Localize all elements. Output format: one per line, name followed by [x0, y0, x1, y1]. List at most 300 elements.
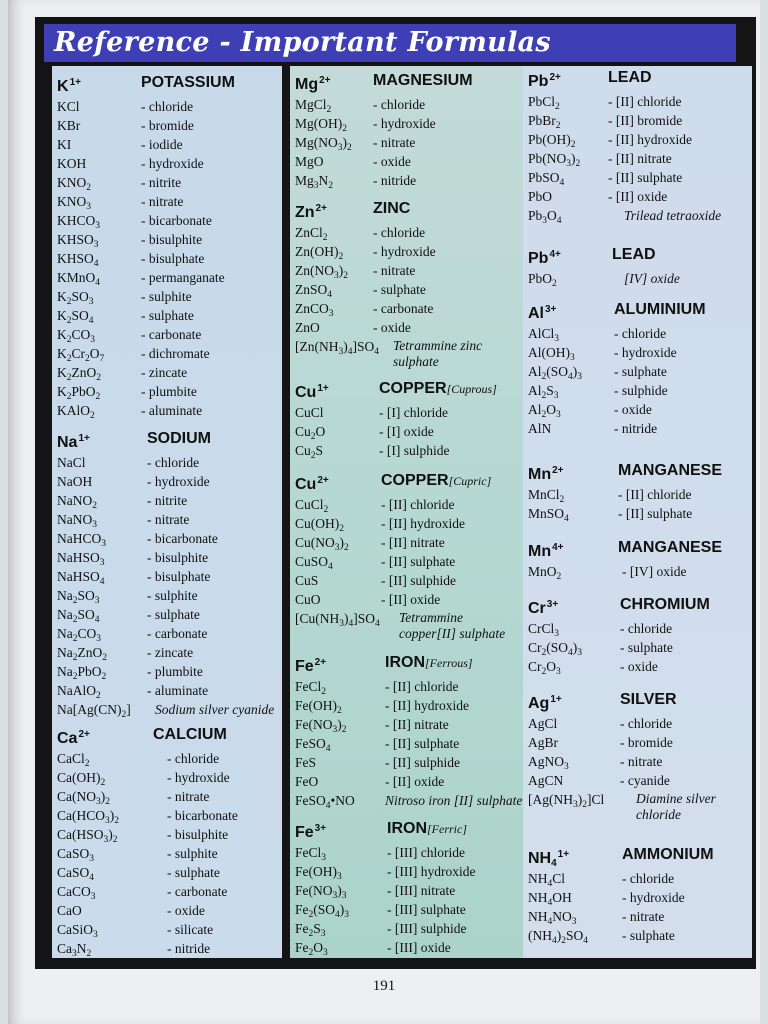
compound-name: - zincate	[147, 645, 194, 660]
compound-row	[57, 344, 282, 363]
ion-charge: 3+	[546, 599, 559, 610]
compound-formula: KAlO$_2$	[57, 403, 95, 421]
compound-formula: KBr	[57, 118, 81, 133]
ion-symbol: $Ag^{1+}$	[528, 694, 562, 712]
compound-name: - chloride	[147, 455, 200, 470]
ion-charge: 2+	[317, 475, 329, 486]
compound-row	[295, 337, 523, 375]
element-name: MANGANESE	[618, 462, 723, 479]
compound-formula: $Al_2S_3$	[528, 383, 559, 401]
compound-row	[528, 771, 752, 790]
compound-row	[57, 306, 282, 325]
compound-row	[295, 734, 523, 753]
compound-formula: AgCN	[528, 773, 564, 788]
compound-row	[528, 888, 752, 907]
compound-name: - sulphate	[620, 640, 673, 655]
compound-row	[295, 441, 523, 460]
compound-formula: CaSO$_4$	[57, 865, 95, 883]
ion-charge: 4+	[552, 542, 564, 553]
compound-name: [IV] oxide	[624, 271, 680, 286]
compound-name: - sulphite	[167, 846, 218, 861]
compound-name: - nitride	[167, 941, 211, 956]
compound-formula: $NH_4OH$	[528, 890, 572, 908]
compound-row	[57, 382, 282, 401]
compound-formula: $KHCO_3$	[57, 213, 101, 231]
compound-list	[295, 495, 523, 647]
compound-name: - nitrate	[141, 194, 184, 209]
element-name: SODIUM	[147, 430, 211, 447]
compound-row	[57, 787, 282, 806]
compound-formula: KOH	[57, 156, 87, 171]
compound-row	[57, 882, 282, 901]
compound-row	[57, 173, 282, 192]
element-name: IRON[Ferric]	[387, 820, 467, 837]
compound-row	[57, 586, 282, 605]
compound-row	[295, 299, 523, 318]
compound-formula: CuCl	[295, 405, 324, 420]
compound-list	[57, 97, 282, 420]
compound-formula: KMnO$_4$	[57, 270, 101, 288]
compound-name: - [IV] oxide	[622, 564, 687, 579]
compound-formula: MnCl$_2$	[528, 487, 565, 505]
compound-name: - iodide	[141, 137, 183, 152]
ion-symbol: $Fe^{2+}$	[295, 657, 327, 675]
compound-name: Trilead tetraoxide	[624, 208, 722, 223]
element-name: LEAD	[608, 69, 652, 86]
compound-name: - chloride	[141, 99, 194, 114]
compound-name: - sulphate	[622, 928, 675, 943]
page-title: Reference - Important Formulas	[44, 24, 736, 62]
compound-name: Tetrammine zinc sulphate	[393, 338, 483, 369]
compound-row	[57, 806, 282, 825]
compound-name: - [III] oxide	[387, 940, 451, 955]
compound-row	[57, 844, 282, 863]
element-name: ALUMINIUM	[614, 301, 706, 318]
compound-row	[57, 192, 282, 211]
compound-row	[528, 790, 752, 828]
compound-name: - [III] chloride	[387, 845, 465, 860]
ion-charge: 2+	[78, 729, 90, 740]
compound-row	[528, 869, 752, 888]
compound-formula: FeSO$_4$	[295, 736, 331, 754]
compound-name: Sodium silver cyanide	[155, 702, 275, 717]
compound-formula: $K_2Cr_2O_7$	[57, 346, 105, 364]
section-header	[57, 72, 282, 94]
section-header	[57, 428, 282, 450]
compound-row	[57, 453, 282, 472]
compound-formula: $KHSO_3$	[57, 232, 99, 250]
compound-formula: FeO	[295, 774, 319, 789]
ion-symbol: $Na^{1+}$	[57, 433, 90, 451]
ion-charge: 2+	[552, 465, 564, 476]
compound-row	[528, 168, 752, 187]
element-note: [Ferric]	[427, 822, 467, 836]
compound-name: - [III] hydroxide	[387, 864, 476, 879]
compound-row	[57, 325, 282, 344]
compound-row	[57, 901, 282, 920]
compound-row	[295, 843, 523, 862]
compound-name: - [I] oxide	[379, 424, 434, 439]
compound-formula: $Pb_3O_4$	[528, 208, 562, 226]
compound-name: - [III] nitrate	[387, 883, 456, 898]
element-note: [Cupric]	[448, 474, 492, 488]
compound-name: - carbonate	[147, 626, 208, 641]
compound-formula: $K_2SO_4$	[57, 308, 94, 326]
compound-row	[528, 714, 752, 733]
ion-charge: 2+	[315, 203, 327, 214]
compound-row	[528, 269, 752, 288]
compound-name: - hydroxide	[373, 244, 436, 259]
compound-row	[528, 485, 752, 504]
compound-list	[528, 619, 752, 676]
compound-name: - [III] sulphide	[387, 921, 467, 936]
ion-charge: 4+	[549, 249, 561, 260]
compound-formula: $Al_2O_3$	[528, 402, 561, 420]
compound-formula: FeSO$_4$•NO	[295, 793, 355, 811]
element-name: COPPER[Cuprous]	[379, 380, 497, 397]
compound-name: - oxide	[373, 154, 411, 169]
compound-formula: CuS	[295, 573, 319, 588]
compound-row	[295, 152, 523, 171]
compound-name: Diamine silver chloride	[636, 791, 716, 822]
compound-formula: $Ca(OH)_2$	[57, 770, 106, 788]
compound-formula: PbO$_2$	[528, 271, 557, 289]
compound-name: - oxide	[167, 903, 205, 918]
compound-row	[57, 700, 282, 719]
compound-row	[528, 504, 752, 523]
compound-name: - carbonate	[141, 327, 202, 342]
compound-formula: $Fe(OH)_3$	[295, 864, 342, 882]
compound-formula: $Fe(NO_3)_2$	[295, 717, 347, 735]
compound-row	[295, 495, 523, 514]
element-name: COPPER[Cupric]	[381, 472, 492, 489]
compound-name: - plumbite	[147, 664, 203, 679]
compound-name: - nitrate	[622, 909, 665, 924]
compound-name: - bromide	[141, 118, 194, 133]
compound-name: - [I] chloride	[379, 405, 448, 420]
compound-formula: $Fe_2S_3$	[295, 921, 326, 939]
compound-formula: $Al(OH)_3$	[528, 345, 575, 363]
compound-name: - [II] oxide	[381, 592, 441, 607]
compound-row	[295, 715, 523, 734]
compound-name: - sulphate	[167, 865, 220, 880]
element-name: CALCIUM	[153, 726, 227, 743]
compound-name: - nitrate	[167, 789, 210, 804]
compound-row	[57, 363, 282, 382]
element-name: AMMONIUM	[622, 846, 714, 863]
compound-formula: CuSO$_4$	[295, 554, 333, 572]
compound-formula: $Pb(OH)_2$	[528, 132, 576, 150]
compound-name: - bicarbonate	[147, 531, 218, 546]
compound-row	[57, 681, 282, 700]
column-2	[290, 66, 523, 958]
ion-symbol: $Pb^{4+}$	[528, 249, 561, 267]
compound-formula: $Pb(NO_3)_2$	[528, 151, 581, 169]
compound-name: - [II] sulphate	[381, 554, 456, 569]
compound-formula: ZnO	[295, 320, 320, 335]
compound-name: - [II] oxide	[608, 189, 668, 204]
ion-charge: 1+	[557, 849, 570, 860]
element-name: SILVER	[620, 691, 677, 708]
compound-name: - bisulphite	[147, 550, 209, 565]
compound-row	[57, 249, 282, 268]
section-header	[528, 460, 752, 482]
ion-symbol: $Ca^{2+}$	[57, 729, 90, 747]
compound-formula: PbCl$_2$	[528, 94, 560, 112]
compound-row	[528, 400, 752, 419]
section-header	[528, 244, 752, 266]
compound-formula: $Ca(HSO_3)_2$	[57, 827, 118, 845]
compound-formula: CuCl$_2$	[295, 497, 329, 515]
compound-row	[528, 111, 752, 130]
compound-name: - sulphate	[614, 364, 667, 379]
compound-name: - sulphate	[147, 607, 200, 622]
compound-row	[295, 514, 523, 533]
compound-row	[528, 562, 752, 581]
section-header	[295, 70, 523, 92]
compound-name: - hydroxide	[614, 345, 677, 360]
compound-row	[57, 287, 282, 306]
element-note: [Cuprous]	[446, 382, 497, 396]
compound-name: - [II] nitrate	[385, 717, 449, 732]
compound-row	[528, 419, 752, 438]
compound-formula: PbBr$_2$	[528, 113, 561, 131]
compound-name: - nitrate	[373, 135, 416, 150]
compound-name: - nitride	[373, 173, 417, 188]
compound-formula: $Al_2(SO_4)_3$	[528, 364, 583, 382]
compound-formula: $Fe(NO_3)_3$	[295, 883, 347, 901]
compound-name: - [II] bromide	[608, 113, 683, 128]
compound-name: - bisulphate	[147, 569, 211, 584]
compound-name: - bisulphate	[141, 251, 205, 266]
compound-name: - sulphate	[141, 308, 194, 323]
compound-row	[57, 749, 282, 768]
compound-row	[57, 510, 282, 529]
compound-row	[57, 472, 282, 491]
compound-row	[295, 862, 523, 881]
compound-name: - silicate	[167, 922, 214, 937]
ion-symbol: $Pb^{2+}$	[528, 72, 561, 90]
compound-name: - hydroxide	[373, 116, 436, 131]
compound-list	[528, 714, 752, 828]
compound-formula: $KNO_3$	[57, 194, 91, 212]
compound-row	[57, 605, 282, 624]
compound-formula: $Cu(OH)_2$	[295, 516, 344, 534]
compound-row	[528, 381, 752, 400]
compound-row	[528, 362, 752, 381]
compound-row	[295, 261, 523, 280]
compound-list	[295, 677, 523, 810]
ion-symbol: $Zn^{2+}$	[295, 203, 327, 221]
section-header	[528, 594, 752, 616]
compound-name: - hydroxide	[622, 890, 685, 905]
compound-row	[528, 752, 752, 771]
element-note: [Ferrous]	[425, 656, 473, 670]
compound-formula: $K_2SO_3$	[57, 289, 94, 307]
compound-list	[528, 92, 752, 225]
compound-list	[57, 453, 282, 719]
compound-formula: PbSO$_4$	[528, 170, 565, 188]
compound-row	[57, 920, 282, 939]
compound-row	[528, 657, 752, 676]
compound-row	[57, 939, 282, 958]
compound-row	[57, 97, 282, 116]
compound-name: - hydroxide	[167, 770, 230, 785]
compound-name: - [II] chloride	[608, 94, 682, 109]
section-header	[295, 198, 523, 220]
compound-row	[528, 907, 752, 926]
compound-name: - [II] hydroxide	[608, 132, 692, 147]
compound-row	[57, 567, 282, 586]
compound-row	[295, 881, 523, 900]
compound-row	[295, 791, 523, 810]
compound-formula: $NH_4NO_3$	[528, 909, 577, 927]
compound-formula: $Mg(NO_3)_2$	[295, 135, 352, 153]
compound-formula: MgCl$_2$	[295, 97, 332, 115]
compound-name: - [II] chloride	[618, 487, 692, 502]
compound-formula: CaSiO$_3$	[57, 922, 98, 940]
section-header	[528, 844, 752, 869]
compound-formula: ZnCl$_2$	[295, 225, 328, 243]
compound-formula: $Na_2ZnO_2$	[57, 645, 107, 663]
ion-charge: 1+	[317, 383, 329, 394]
compound-list	[528, 562, 752, 581]
ion-symbol: $Mg^{2+}$	[295, 75, 331, 93]
compound-row	[295, 280, 523, 299]
compound-row	[528, 92, 752, 111]
compound-formula: ZnCO$_3$	[295, 301, 334, 319]
compound-row	[57, 624, 282, 643]
section-header	[295, 818, 523, 840]
section-header	[295, 378, 523, 400]
compound-formula: $Na_2CO_3$	[57, 626, 102, 644]
compound-name: - carbonate	[167, 884, 228, 899]
compound-row	[295, 919, 523, 938]
compound-name: - [II] hydroxide	[381, 516, 465, 531]
section-header	[528, 689, 752, 711]
compound-name: - nitrate	[373, 263, 416, 278]
compound-name: - [II] chloride	[385, 679, 459, 694]
compound-row	[528, 619, 752, 638]
compound-row	[295, 533, 523, 552]
compound-row	[295, 403, 523, 422]
compound-formula: CaCl$_2$	[57, 751, 90, 769]
compound-formula: $Fe(OH)_2$	[295, 698, 342, 716]
compound-formula: $Mg_3N_2$	[295, 173, 334, 191]
compound-formula: $KNO_2$	[57, 175, 91, 193]
compound-name: - oxide	[620, 659, 658, 674]
compound-formula: $Ca_3N_2$	[57, 941, 92, 958]
compound-name: - dichromate	[141, 346, 210, 361]
compound-row	[528, 638, 752, 657]
compound-list	[528, 269, 752, 288]
compound-row	[295, 114, 523, 133]
compound-name: - permanganate	[141, 270, 225, 285]
compound-formula: $K_2CO_3$	[57, 327, 96, 345]
compound-formula: CaCO$_3$	[57, 884, 96, 902]
compound-name: - [II] sulphate	[608, 170, 683, 185]
column-3	[523, 66, 752, 958]
ion-symbol: $NH_4^{1+}$	[528, 849, 570, 869]
compound-name: - sulphite	[141, 289, 192, 304]
compound-list	[295, 403, 523, 460]
compound-row	[528, 324, 752, 343]
compound-formula: FeCl$_2$	[295, 679, 327, 697]
compound-row	[57, 116, 282, 135]
compound-list	[295, 95, 523, 190]
element-name: MAGNESIUM	[373, 72, 473, 89]
compound-row	[528, 130, 752, 149]
compound-row	[528, 926, 752, 945]
compound-list	[528, 485, 752, 523]
ion-symbol: $K^{1+}$	[57, 77, 81, 95]
compound-name: - chloride	[622, 871, 675, 886]
compound-formula: NaOH	[57, 474, 93, 489]
page-number: 191	[372, 978, 396, 994]
ion-symbol: $Mn^{2+}$	[528, 465, 564, 483]
compound-name: - aluminate	[147, 683, 209, 698]
section-header	[528, 299, 752, 321]
element-name: LEAD	[612, 246, 656, 263]
compound-formula: $NH_4Cl$	[528, 871, 566, 889]
compound-row	[528, 187, 752, 206]
compound-row	[295, 318, 523, 337]
compound-row	[57, 211, 282, 230]
compound-row	[57, 491, 282, 510]
compound-formula: NaAlO$_2$	[57, 683, 101, 701]
compound-formula: AlCl$_3$	[528, 326, 560, 344]
compound-row	[57, 154, 282, 173]
ion-symbol: $Al^{3+}$	[528, 304, 557, 322]
compound-row	[57, 825, 282, 844]
compound-row	[295, 242, 523, 261]
section-header	[528, 537, 752, 559]
compound-row	[295, 609, 523, 647]
column-1	[52, 66, 282, 958]
ion-symbol: $Mn^{4+}$	[528, 542, 564, 560]
compound-row	[295, 900, 523, 919]
compound-formula: $Zn(OH)_2$	[295, 244, 344, 262]
compound-row	[57, 662, 282, 681]
compound-formula: $Na_2SO_4$	[57, 607, 100, 625]
compound-formula: $K_2PbO_2$	[57, 384, 101, 402]
compound-formula: $[Cu(NH_3)_4]SO_4$	[295, 611, 380, 629]
compound-name: - [II] sulphate	[618, 506, 693, 521]
compound-name: - chloride	[373, 225, 426, 240]
compound-name: - chloride	[167, 751, 220, 766]
compound-name: - hydroxide	[141, 156, 204, 171]
compound-name: - [II] sulphide	[385, 755, 460, 770]
compound-name: - [II] sulphide	[381, 573, 456, 588]
compound-name: - bicarbonate	[167, 808, 238, 823]
compound-name: - [II] nitrate	[381, 535, 445, 550]
compound-row	[295, 422, 523, 441]
compound-formula: $[Ag(NH_3)_2]Cl$	[528, 792, 605, 810]
compound-name: - bicarbonate	[141, 213, 212, 228]
compound-name: - [III] sulphate	[387, 902, 466, 917]
compound-name: - oxide	[614, 402, 652, 417]
compound-formula: $KHSO_4$	[57, 251, 99, 269]
compound-row	[57, 135, 282, 154]
compound-name: Tetrammine copper[II] sulphate	[399, 610, 506, 641]
ion-charge: 1+	[550, 694, 562, 705]
compound-row	[295, 552, 523, 571]
compound-name: - carbonate	[373, 301, 434, 316]
compound-row	[295, 223, 523, 242]
section-header	[295, 652, 523, 674]
compound-row	[295, 753, 523, 772]
compound-row	[295, 938, 523, 957]
